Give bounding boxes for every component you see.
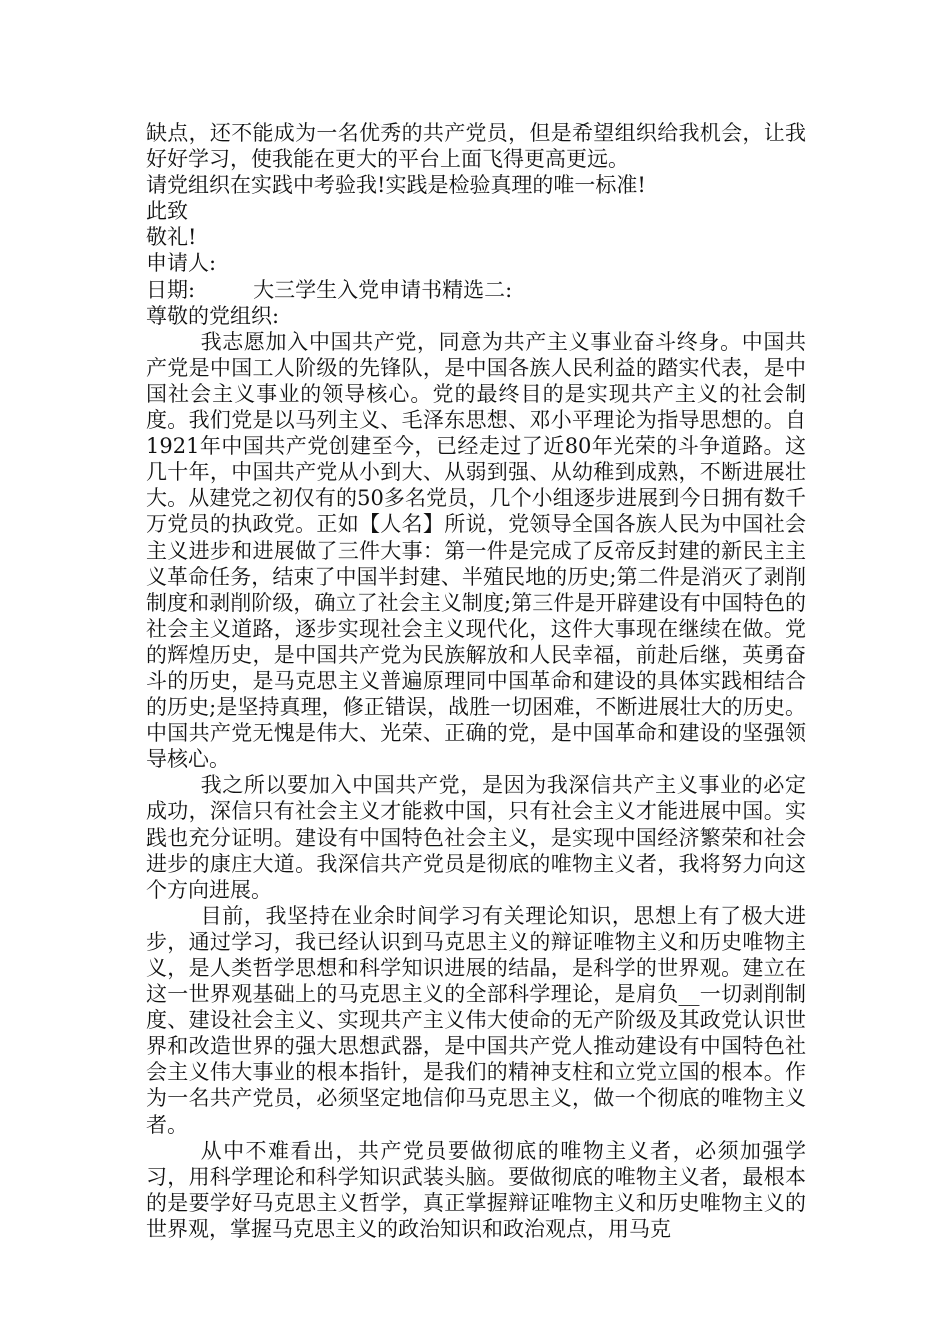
continuation-paragraph: 缺点，还不能成为一名优秀的共产党员，但是希望组织给我机会，让我好好学习，使我能在更大的平台上面飞得更高更远。 [146,121,806,172]
body-paragraph-1: 我志愿加入中国共产党，同意为共产主义事业奋斗终身。中国共产党是中国工人阶级的先锋队，是中国各族人民利益的踏实代表，是中国社会主义事业的领导核心。党的最终目的是实现共产主义的社会制度。我们党是以马列主义、毛泽东思想、邓小平理论为指导思想的。自1921年中国共产党创建至今，已经走过了近80年光荣的斗争道路。这几十年，中国共产党从小到大、从弱到强、从幼稚到成熟，不断进展壮大。从建党之初仅有的50多名党员，几个小组逐步进展到今日拥有数千万党员的执政党。正如【人名】所说，党领导全国各族人民为中国社会主义进步和进展做了三件大事：第一件是完成了反帝反封建的新民主主义革命任务，结束了中国半封建、半殖民地的历史;第二件是消灭了剥削制度和剥削阶级，确立了社会主义制度;第三件是开辟建设有中国特色的社会主义道路，逐步实现社会主义现代化，这件大事现在继续在做。党的辉煌历史，是中国共产党为民族解放和人民幸福，前赴后继，英勇奋斗的历史，是马克思主义普遍原理同中国革命和建设的具体实践相结合的历史;是坚持真理，修正错误，战胜一切困难，不断进展壮大的历史。中国共产党无愧是伟大、光荣、正确的党，是中国革命和建设的坚强领导核心。 [146,329,806,772]
document-page [146,120,806,1242]
applicant-line: 申请人: [146,251,217,276]
request-line: 请党组织在实践中考验我!实践是检验真理的唯一标准! [146,173,646,198]
date-label: 日期: [146,277,196,302]
date-and-title-line [146,277,806,303]
greeting-line: 尊敬的党组织: [146,303,280,328]
salutation-line-2: 敬礼! [146,225,197,250]
body-paragraph-4: 从中不难看出，共产党员要做彻底的唯物主义者，必须加强学习，用科学理论和科学知识武装头脑。要做彻底的唯物主义者，最根本的是要学好马克思主义哲学，真正掌握辩证唯物主义和历史唯物主义的世界观，掌握马克思主义的政治知识和政治观点，用马克 [146,1138,806,1241]
body-paragraph-2: 我之所以要加入中国共产党，是因为我深信共产主义事业的必定成功，深信只有社会主义才能救中国，只有社会主义才能进展中国。实践也充分证明。建设有中国特色社会主义，是实现中国经济繁荣和社会进步的康庄大道。我深信共产党员是彻底的唯物主义者，我将努力向这个方向进展。 [146,773,806,902]
body-paragraph-3: 目前，我坚持在业余时间学习有关理论知识，思想上有了极大进步，通过学习，我已经认识到马克思主义的辩证唯物主义和历史唯物主义，是人类哲学思想和科学知识进展的结晶，是科学的世界观。建立在这一世界观基础上的马克思主义的全部科学理论，是肩负__一切剥削制度、建设社会主义、实现共产主义伟大使命的无产阶级及其政党认识世界和改造世界的强大思想武器，是中国共产党人推动建设有中国特色社会主义伟大事业的根本指针，是我们的精神支柱和立党立国的根本。作为一名共产党员，必须坚定地信仰马克思主义，做一个彻底的唯物主义者。 [146,903,806,1137]
next-section-title: 大三学生入党申请书精选二: [253,277,513,302]
salutation-line-1: 此致 [146,199,188,224]
